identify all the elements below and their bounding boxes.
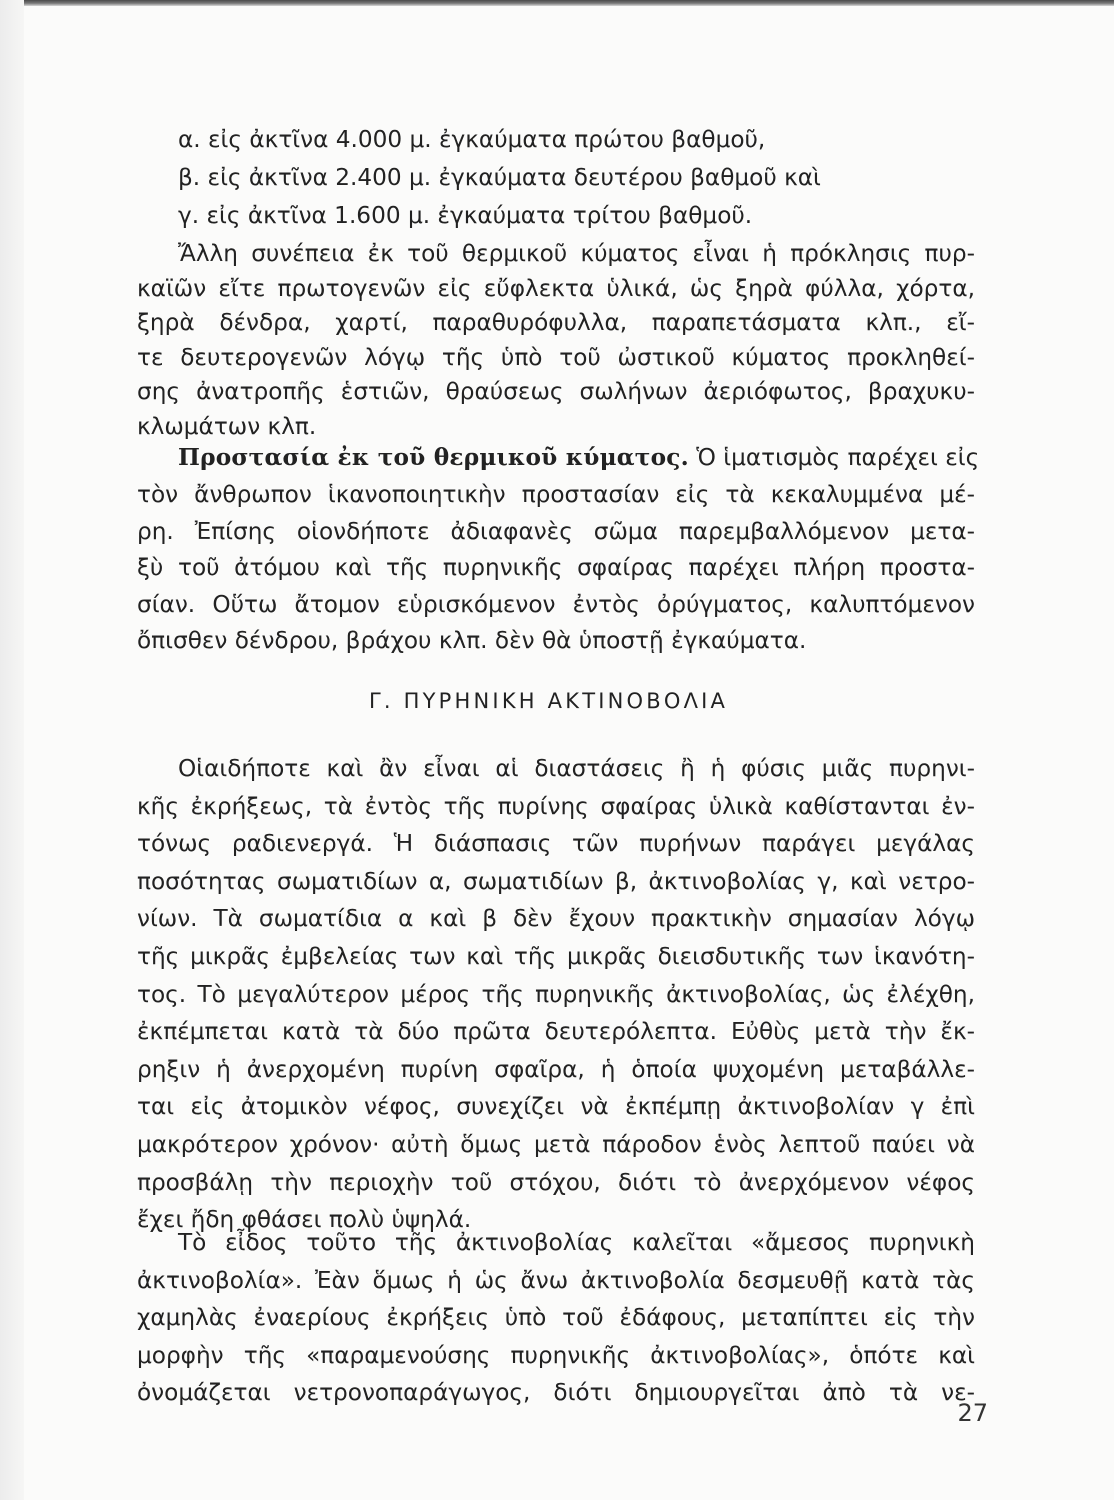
paragraph-line: Τὸ εἶδος τοῦτο τῆς ἀκτινοβολίας καλεῖται «ἄμεσος πυρηνικὴ — [178, 1229, 975, 1256]
paragraph-line: ρη. Ἐπίσης οἱονδήποτε ἀδιαφανὲς σῶμα παρεμβαλλόμενον μετα- — [137, 517, 975, 545]
section-heading: Γ. ΠΥΡΗΝΙΚΗ ΑΚΤΙΝΟΒΟΛΙΑ — [369, 689, 729, 713]
paragraph-line: τόνως ραδιενεργά. Ἡ διάσπασις τῶν πυρήνων παράγει μεγάλας — [137, 830, 975, 858]
paragraph-line: Οἱαιδήποτε καὶ ἂν εἶναι αἱ διαστάσεις ἢ ἡ φύσις μιᾶς πυρηνι- — [178, 755, 975, 782]
paragraph-line: μορφὴν τῆς «παραμενούσης πυρηνικῆς ἀκτινοβολίας», ὁπότε καὶ — [137, 1341, 975, 1369]
paragraph-first-line — [178, 441, 980, 475]
paragraph-line: ξὺ τοῦ ἀτόμου καὶ τῆς πυρηνικῆς σφαίρας παρέχει πλήρη προστα- — [137, 554, 975, 581]
paragraph-line: ὀνομάζεται νετρονοπαράγωγος, διότι δημιουργεῖται ἀπὸ τὰ νε- — [137, 1379, 975, 1407]
paragraph-text: Ὁ ἱματισμὸς παρέχει εἰς — [688, 444, 980, 471]
scan-edge-top — [0, 0, 1114, 6]
page-number: 27 — [957, 1399, 988, 1427]
paragraph-run-in-heading: Προστασία ἐκ τοῦ θερμικοῦ κύματος. — [178, 444, 689, 471]
list-item-gamma: γ. εἰς ἀκτῖνα 1.600 μ. ἐγκαύματα τρίτου βαθμοῦ. — [178, 202, 753, 229]
paragraph-line: ἀκτινοβολία». Ἐὰν ὅμως ἡ ὡς ἄνω ἀκτινοβολία δεσμευθῇ κατὰ τὰς — [137, 1266, 975, 1294]
paragraph-line: ἔχει ἤδη φθάσει πολὺ ὑψηλά. — [137, 1206, 472, 1234]
list-item-beta: β. εἰς ἀκτῖνα 2.400 μ. ἐγκαύματα δευτέρου βαθμοῦ καὶ — [178, 164, 821, 191]
paragraph-line: μακρότερον χρόνον· αὐτὴ ὅμως μετὰ πάροδον ἑνὸς λεπτοῦ παύει νὰ — [137, 1131, 975, 1158]
paragraph-line: τὸν ἄνθρωπον ἱκανοποιητικὴν προστασίαν εἰς τὰ κεκαλυμμένα μέ- — [137, 481, 975, 508]
paragraph-line: νίων. Τὰ σωματίδια α καὶ β δὲν ἔχουν πρακτικὴν σημασίαν λόγῳ — [137, 905, 975, 933]
paragraph-line: κλωμάτων κλπ. — [137, 412, 317, 440]
paragraph-line: ἐκπέμπεται κατὰ τὰ δύο πρῶτα δευτερόλεπτα. Εὐθὺς μετὰ τὴν ἔκ- — [137, 1018, 975, 1046]
scan-edge-left — [0, 0, 24, 1500]
paragraph-line: ρηξιν ἡ ἀνερχομένη πυρίνη σφαῖρα, ἡ ὁποία ψυχομένη μεταβάλλε- — [137, 1055, 975, 1083]
paragraph-line: κῆς ἐκρήξεως, τὰ ἐντὸς τῆς πυρίνης σφαίρας ὑλικὰ καθίστανται ἐν- — [137, 792, 975, 820]
paragraph-line: ὄπισθεν δένδρου, βράχου κλπ. δὲν θὰ ὑποστῇ ἐγκαύματα. — [137, 627, 807, 654]
paragraph-line: καϊῶν εἴτε πρωτογενῶν εἰς εὔφλεκτα ὑλικά, ὡς ξηρὰ φύλλα, χόρτα, — [137, 274, 975, 302]
paragraph-line: ξηρὰ δένδρα, χαρτί, παραθυρόφυλλα, παραπετάσματα κλπ., εἴ- — [137, 309, 975, 336]
paragraph-line: χαμηλὰς ἐναερίους ἐκρήξεις ὑπὸ τοῦ ἐδάφους, μεταπίπτει εἰς τὴν — [137, 1304, 975, 1332]
paragraph-line: προσβάλῃ τὴν περιοχὴν τοῦ στόχου, διότι τὸ ἀνερχόμενον νέφος — [137, 1168, 975, 1196]
paragraph-line: τῆς μικρᾶς ἐμβελείας των καὶ τῆς μικρᾶς διεισδυτικῆς των ἱκανότη- — [137, 943, 975, 970]
paragraph-line: σίαν. Οὕτω ἄτομον εὑρισκόμενον ἐντὸς ὀρύγματος, καλυπτόμενον — [137, 590, 975, 618]
paragraph-line: ται εἰς ἀτομικὸν νέφος, συνεχίζει νὰ ἐκπέμπῃ ἀκτινοβολίαν γ ἐπὶ — [137, 1093, 975, 1121]
paragraph-line: ποσότητας σωματιδίων α, σωματιδίων β, ἀκτινοβολίας γ, καὶ νετρο- — [137, 867, 975, 895]
paragraph-line: τε δευτερογενῶν λόγῳ τῆς ὑπὸ τοῦ ὠστικοῦ κύματος προκληθεί- — [137, 343, 975, 371]
list-item-alpha: α. εἰς ἀκτῖνα 4.000 μ. ἐγκαύματα πρώτου βαθμοῦ, — [178, 126, 766, 153]
paragraph-line: σης ἀνατροπῆς ἑστιῶν, θραύσεως σωλήνων ἀεριόφωτος, βραχυκυ- — [137, 378, 975, 405]
paragraph-line: τος. Τὸ μεγαλύτερον μέρος τῆς πυρηνικῆς ἀκτινοβολίας, ὡς ἐλέχθη, — [137, 980, 975, 1008]
paragraph-line: Ἄλλη συνέπεια ἐκ τοῦ θερμικοῦ κύματος εἶναι ἡ πρόκλησις πυρ- — [178, 240, 975, 267]
